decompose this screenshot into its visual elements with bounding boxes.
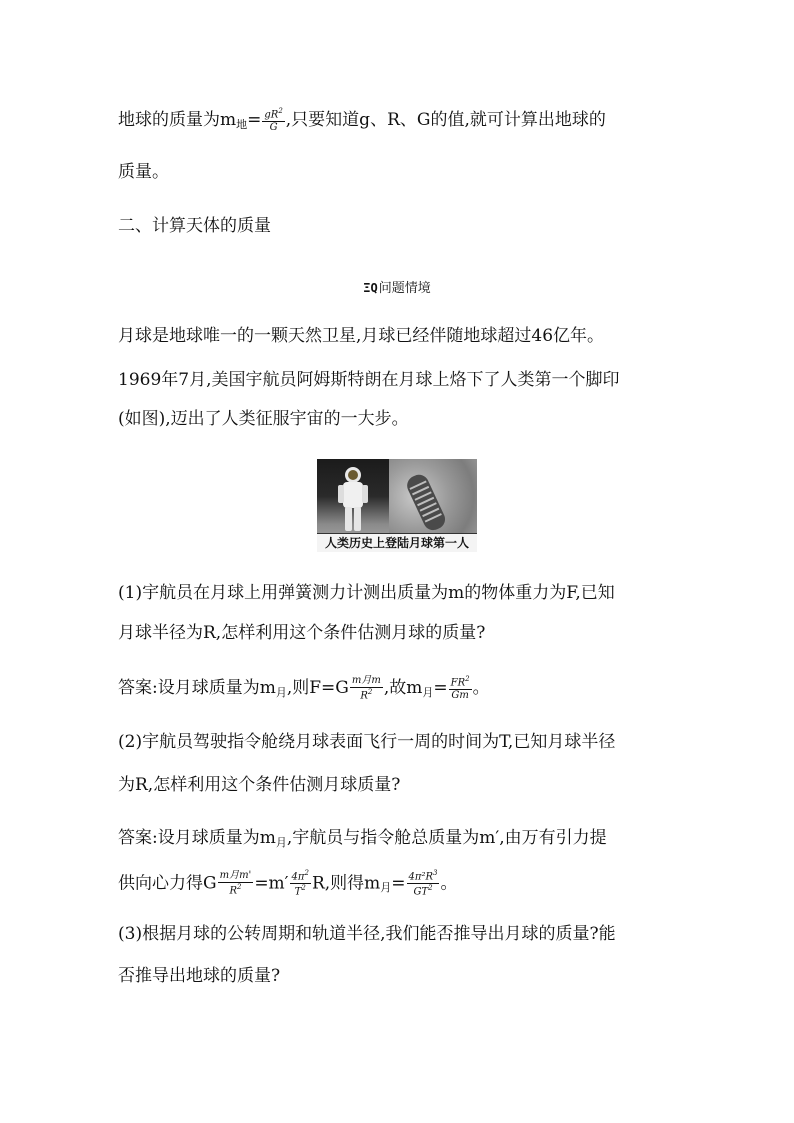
text: =m′ (254, 873, 289, 894)
fraction-gravity (350, 676, 383, 701)
numerator: gR (264, 109, 279, 121)
denominator: GT (413, 886, 429, 898)
astronaut-icon (335, 465, 371, 535)
intro-line-1: 月球是地球唯一的一颗天然卫星,月球已经伴随地球超过46亿年。 (118, 326, 605, 346)
question-2-line-1: (2)宇航员驾驶指令舱绕月球表面飞行一周的时间为T,已知月球半径 (118, 732, 616, 752)
situation-label (0, 277, 794, 296)
fraction-moon-mass (449, 676, 472, 701)
subscript: 地 (236, 118, 248, 132)
text: R,则得m (311, 873, 381, 894)
superscript: 2 (428, 884, 433, 893)
text: ,故m (383, 678, 423, 699)
answer-2-line-1 (118, 830, 607, 847)
text: 答案:设月球质量为m (118, 828, 276, 848)
superscript: 2 (236, 883, 242, 892)
intro-line-3: (如图),迈出了人类征服宇宙的一大步。 (118, 409, 409, 429)
text: 。 (472, 678, 490, 699)
answer-2-line-2 (118, 870, 457, 898)
section-heading: 二、计算天体的质量 (118, 216, 271, 236)
denominator: T (294, 886, 302, 898)
subscript: 月 (422, 686, 434, 700)
text: ,则F=G (286, 678, 349, 699)
denominator: G (269, 122, 278, 134)
question-1-line-1: (1)宇航员在月球上用弹簧测力计测出质量为m的物体重力为F,已知 (118, 583, 615, 603)
equals: = (433, 678, 448, 699)
footprint-icon (405, 469, 449, 535)
subscript: 月 (380, 881, 392, 895)
superscript: 2 (304, 869, 309, 877)
superscript: 2 (278, 107, 283, 115)
text: ,只要知道g、R、G的值,就可计算出地球的 (285, 110, 606, 131)
text: 地球的质量为m (118, 110, 237, 131)
text: 答案:设月球质量为m (118, 678, 276, 699)
numerator: FR (450, 677, 466, 689)
superscript: 2 (301, 884, 306, 893)
intro-line-2: 1969年7月,美国宇航员阿姆斯特朗在月球上烙下了人类第一个脚印 (118, 370, 620, 390)
numerator: 4π²R (408, 871, 434, 883)
paragraph-earth-mass (118, 108, 606, 133)
text: ,宇航员与指令舱总质量为m′,由万有引力提 (286, 828, 607, 848)
numerator: m月m' (219, 870, 252, 882)
numerator: m月m (351, 675, 381, 686)
question-3-line-1: (3)根据月球的公转周期和轨道半径,我们能否推导出月球的质量?能 (118, 924, 616, 944)
equals: = (247, 110, 262, 131)
text: 。 (440, 873, 458, 894)
fraction-gR2-over-G (262, 108, 284, 133)
superscript: 3 (433, 869, 438, 877)
question-1-line-2: 月球半径为R,怎样利用这个条件估测月球的质量? (118, 623, 486, 643)
denominator: R (229, 885, 237, 897)
situation-label-text: 问题情境 (378, 281, 431, 296)
moon-landing-figure (317, 459, 477, 552)
superscript: 2 (465, 675, 470, 683)
equals: = (391, 873, 406, 894)
question-3-line-2: 否推导出地球的质量? (118, 966, 281, 986)
fraction-moon-mass (407, 870, 440, 898)
denominator: R (360, 690, 368, 702)
figure-caption: 人类历史上登陆月球第一人 (317, 533, 477, 552)
fraction-gravity (218, 871, 254, 896)
situation-icon: ΞQ (363, 281, 378, 295)
denominator: Gm (451, 690, 469, 702)
answer-1 (118, 676, 490, 701)
paragraph-continuation: 质量。 (118, 162, 169, 182)
fraction-centripetal (290, 870, 311, 898)
question-2-line-2: 为R,怎样利用这个条件估测月球质量? (118, 775, 401, 795)
text: 供向心力得G (118, 873, 217, 894)
superscript: 2 (367, 688, 373, 696)
subscript: 月 (275, 686, 287, 700)
subscript: 月 (275, 836, 287, 849)
numerator: 4π (291, 871, 305, 883)
